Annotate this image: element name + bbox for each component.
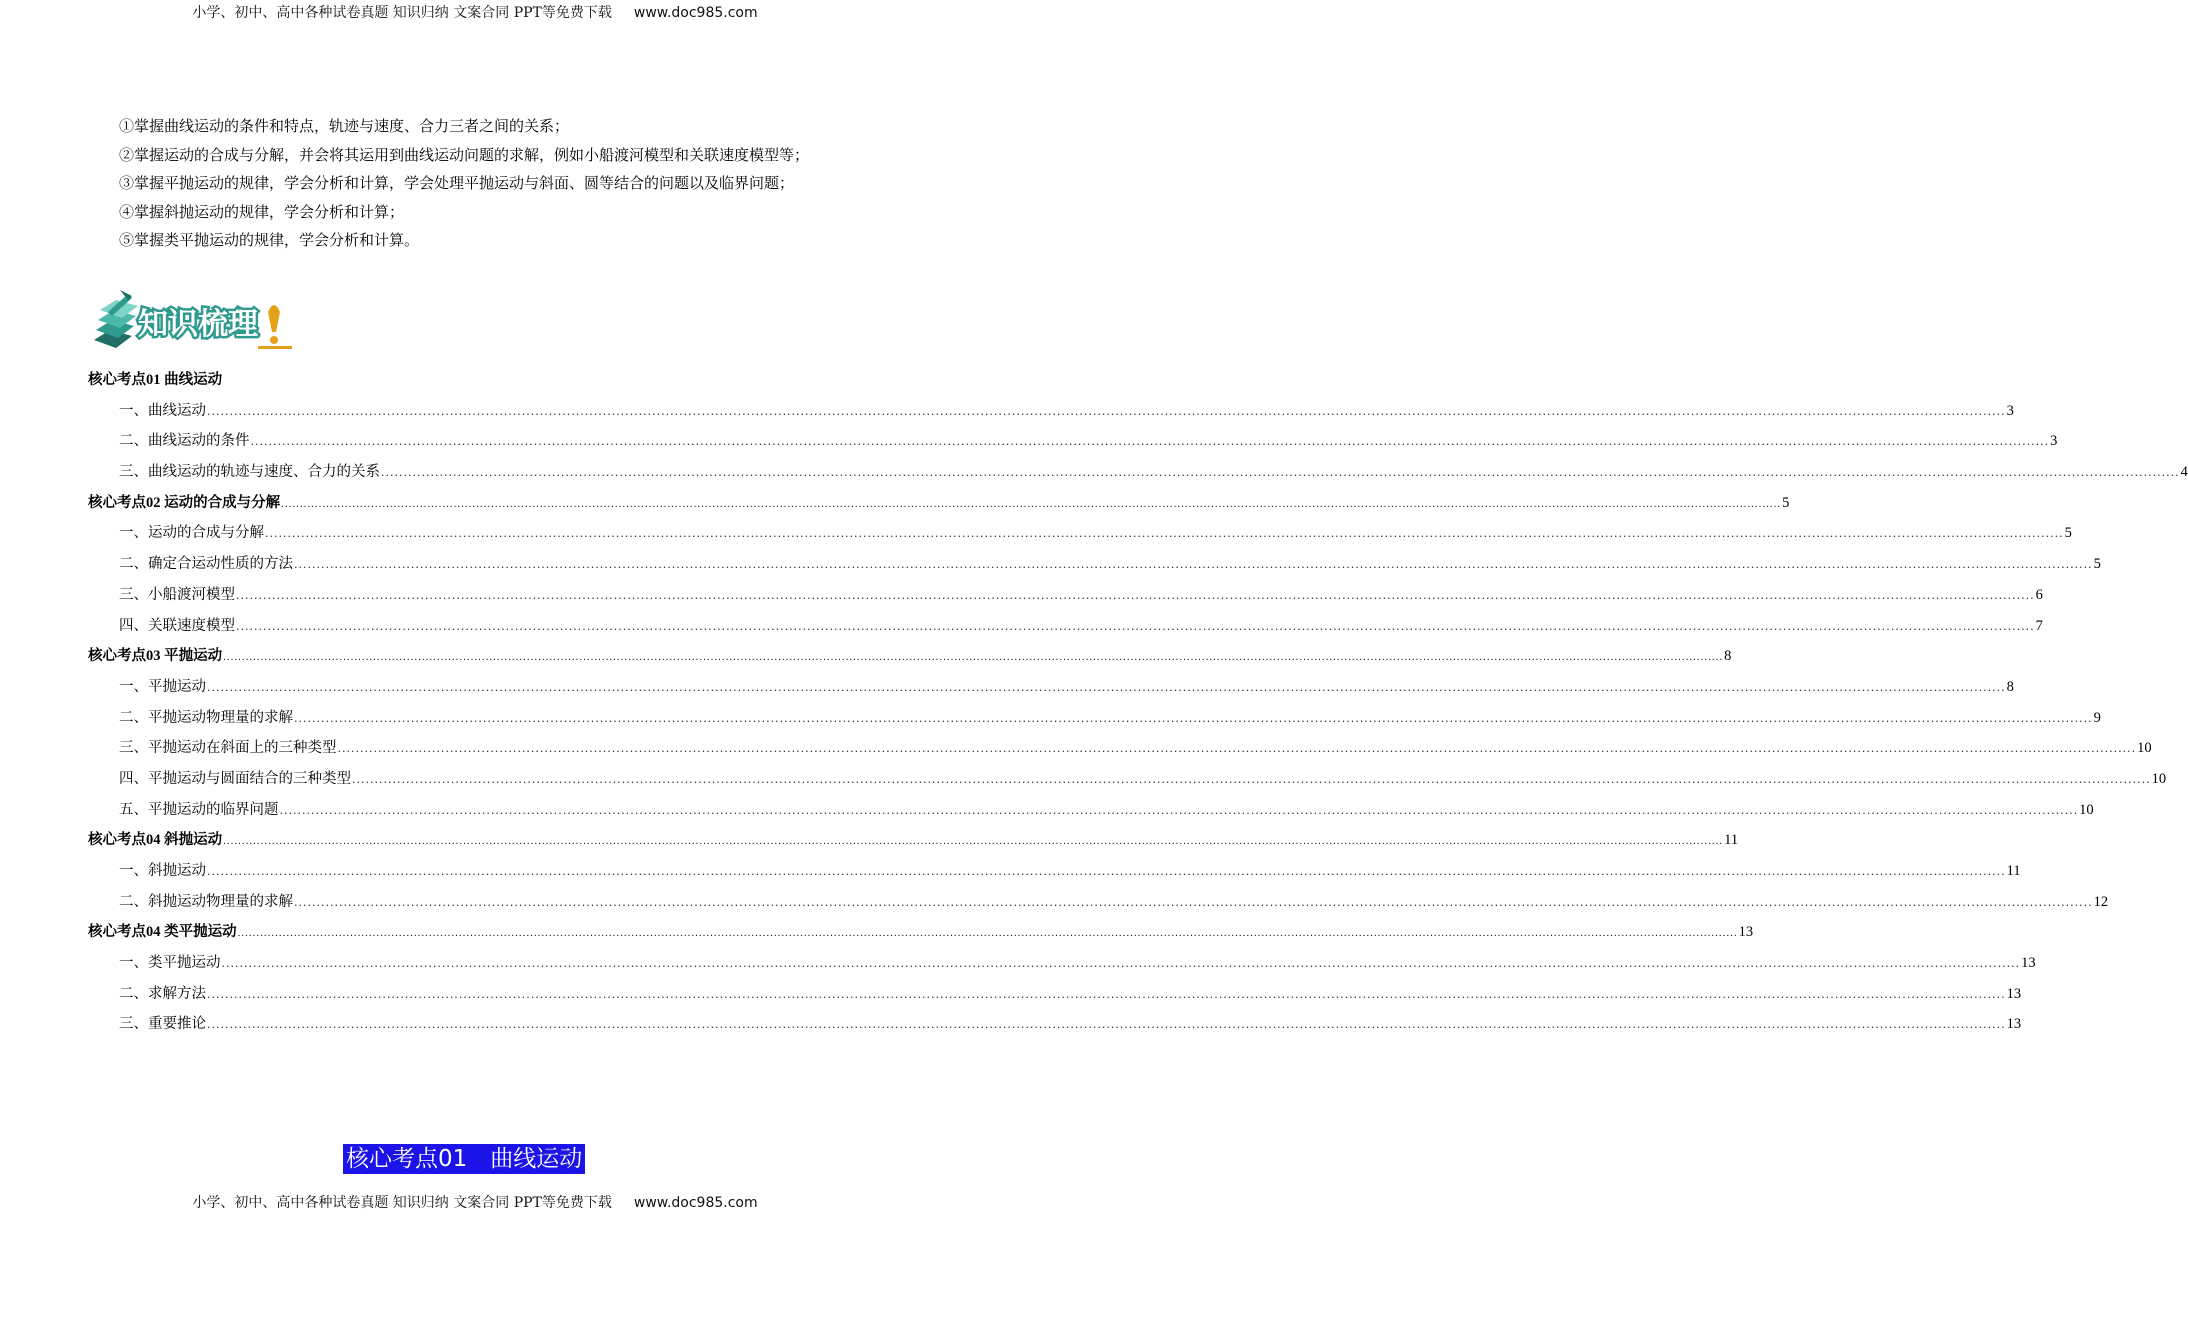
toc-entry[interactable] <box>88 672 2014 703</box>
footer-url[interactable]: www.doc985.com <box>633 1195 758 1211</box>
toc-page: 9 <box>2093 709 2101 726</box>
toc-entry[interactable] <box>88 979 2022 1010</box>
toc-label: 三、重要推论 <box>119 1016 206 1033</box>
toc-entry[interactable] <box>88 825 1739 856</box>
objective-4: ④掌握斜抛运动的规律，学会分析和计算； <box>119 202 405 221</box>
toc-leader: ................................................................................................................................................................................................................................................................................................................................................................................................................ <box>337 742 2137 756</box>
toc-label: 四、关联速度模型 <box>119 617 235 634</box>
toc-entry[interactable] <box>88 795 2094 826</box>
toc-entry[interactable] <box>88 887 2109 918</box>
toc-leader: ................................................................................................................................................................................................................................................................................................................................................................................................................ <box>294 895 2093 909</box>
toc-entry[interactable] <box>88 518 2072 549</box>
toc-leader: ................................................................................................................................................................................................................................................................................................................................................................................................................ <box>223 835 1724 848</box>
toc-page: 4 <box>2180 464 2188 481</box>
toc-entry[interactable] <box>88 703 2101 734</box>
toc-entry[interactable] <box>88 764 2167 795</box>
toc-leader: ................................................................................................................................................................................................................................................................................................................................................................................................................ <box>207 1018 2006 1032</box>
toc-label: 二、斜抛运动物理量的求解 <box>119 893 293 910</box>
toc-label: 核心考点02 运动的合成与分解 <box>88 494 281 511</box>
toc-page: 11 <box>2006 863 2021 879</box>
toc-page: 13 <box>2021 955 2036 972</box>
toc-label: 五、平抛运动的临界问题 <box>119 801 279 818</box>
toc-leader: ................................................................................................................................................................................................................................................................................................................................................................................................................ <box>207 680 2006 694</box>
learning-objectives <box>88 112 863 255</box>
toc-entry[interactable] <box>88 426 2058 457</box>
toc-leader: ................................................................................................................................................................................................................................................................................................................................................................................................................ <box>207 404 2006 418</box>
toc-leader: ................................................................................................................................................................................................................................................................................................................................................................................................................ <box>352 772 2151 786</box>
toc-entry[interactable] <box>88 396 2014 427</box>
toc-entry[interactable] <box>88 457 2188 488</box>
toc-page: 13 <box>2006 1016 2022 1033</box>
toc-page: 11 <box>1724 832 1739 849</box>
toc-label: 二、确定合运动性质的方法 <box>119 556 293 573</box>
toc-entry[interactable] <box>88 488 1790 519</box>
page-header <box>0 2 950 22</box>
toc-entry[interactable] <box>88 365 863 396</box>
toc-label: 一、斜抛运动 <box>119 863 206 879</box>
objective-5: ⑤掌握类平抛运动的规律，学会分析和计算。 <box>119 231 420 249</box>
toc-leader: ................................................................................................................................................................................................................................................................................................................................................................................................................ <box>237 927 1738 940</box>
toc-label: 四、平抛运动与圆面结合的三种类型 <box>119 770 351 787</box>
toc-page: 12 <box>2093 893 2109 910</box>
toc-label: 二、曲线运动的条件 <box>119 433 250 450</box>
header-url[interactable]: www.doc985.com <box>633 5 758 21</box>
footer-text: 小学、初中、高中各种试卷真题 知识归纳 文案合同 PPT等免费下载 <box>192 1195 612 1211</box>
toc-leader: ................................................................................................................................................................................................................................................................................................................................................................................................................ <box>207 865 2006 878</box>
toc-label: 核心考点01 曲线运动 <box>88 372 223 388</box>
toc-entry[interactable] <box>88 1009 2022 1040</box>
table-of-contents <box>88 365 2188 1040</box>
objective-1: ①掌握曲线运动的条件和特点，轨迹与速度、合力三者之间的关系； <box>119 117 570 135</box>
toc-page: 6 <box>2035 586 2043 603</box>
toc-page: 7 <box>2035 617 2043 634</box>
page-footer <box>0 1192 950 1212</box>
toc-label: 三、小船渡河模型 <box>119 586 235 603</box>
toc-leader: ................................................................................................................................................................................................................................................................................................................................................................................................................ <box>207 987 2006 1001</box>
toc-entry[interactable] <box>88 611 2043 642</box>
toc-leader: ................................................................................................................................................................................................................................................................................................................................................................................................................ <box>223 651 1724 664</box>
toc-page: 8 <box>1724 648 1732 665</box>
toc-page: 3 <box>2006 402 2014 419</box>
toc-label: 一、类平抛运动 <box>119 955 221 972</box>
toc-label: 一、曲线运动 <box>119 402 206 419</box>
section-heading: 核心考点01 曲线运动 <box>343 1144 585 1174</box>
toc-page: 13 <box>2006 985 2022 1002</box>
toc-label: 核心考点04 斜抛运动 <box>88 832 223 849</box>
toc-leader: ................................................................................................................................................................................................................................................................................................................................................................................................................ <box>250 435 2050 449</box>
toc-entry[interactable] <box>88 549 2101 580</box>
toc-page: 8 <box>2006 678 2014 695</box>
toc-entry[interactable] <box>88 580 2043 611</box>
toc-leader: ................................................................................................................................................................................................................................................................................................................................................................................................................ <box>281 497 1782 510</box>
toc-entry[interactable] <box>88 733 2152 764</box>
toc-label: 一、平抛运动 <box>119 678 206 695</box>
toc-entry[interactable] <box>88 917 1754 948</box>
toc-leader: ................................................................................................................................................................................................................................................................................................................................................................................................................ <box>381 466 2180 480</box>
objective-3: ③掌握平抛运动的规律，学会分析和计算，学会处理平抛运动与斜面、圆等结合的问题以及临界问题； <box>119 174 795 192</box>
toc-page: 10 <box>2079 801 2094 818</box>
toc-page: 5 <box>1782 494 1790 511</box>
toc-label: 二、平抛运动物理量的求解 <box>119 709 293 726</box>
toc-label: 核心考点04 类平抛运动 <box>88 924 237 941</box>
toc-leader: ................................................................................................................................................................................................................................................................................................................................................................................................................ <box>294 711 2093 725</box>
toc-leader: ................................................................................................................................................................................................................................................................................................................................................................................................................ <box>265 527 2064 541</box>
toc-entry[interactable] <box>88 948 2036 979</box>
toc-label: 三、曲线运动的轨迹与速度、合力的关系 <box>119 464 380 481</box>
toc-leader: ................................................................................................................................................................................................................................................................................................................................................................................................................ <box>221 957 2021 971</box>
toc-page: 13 <box>1738 924 1754 941</box>
toc-label: 二、求解方法 <box>119 985 206 1002</box>
toc-page: 5 <box>2064 525 2072 542</box>
toc-page: 3 <box>2050 433 2058 450</box>
toc-page: 10 <box>2151 770 2167 787</box>
toc-entry[interactable] <box>88 641 1732 672</box>
toc-leader: ................................................................................................................................................................................................................................................................................................................................................................................................................ <box>236 588 2035 602</box>
toc-label: 核心考点03 平抛运动 <box>88 648 223 665</box>
banner-text: 知识梳理 <box>138 307 258 342</box>
toc-page: 5 <box>2093 556 2101 573</box>
toc-leader: ................................................................................................................................................................................................................................................................................................................................................................................................................ <box>279 803 2079 817</box>
toc-page: 10 <box>2137 740 2152 757</box>
header-text: 小学、初中、高中各种试卷真题 知识归纳 文案合同 PPT等免费下载 <box>192 5 612 21</box>
toc-leader: ................................................................................................................................................................................................................................................................................................................................................................................................................ <box>236 619 2035 633</box>
books-icon <box>88 290 298 354</box>
toc-leader: ................................................................................................................................................................................................................................................................................................................................................................................................................ <box>294 558 2093 572</box>
toc-entry[interactable] <box>88 856 2021 887</box>
toc-label: 一、运动的合成与分解 <box>119 525 264 542</box>
objective-2: ②掌握运动的合成与分解，并会将其运用到曲线运动问题的求解，例如小船渡河模型和关联速度模型等； <box>119 145 810 164</box>
knowledge-banner <box>88 290 298 354</box>
toc-label: 三、平抛运动在斜面上的三种类型 <box>119 740 337 757</box>
